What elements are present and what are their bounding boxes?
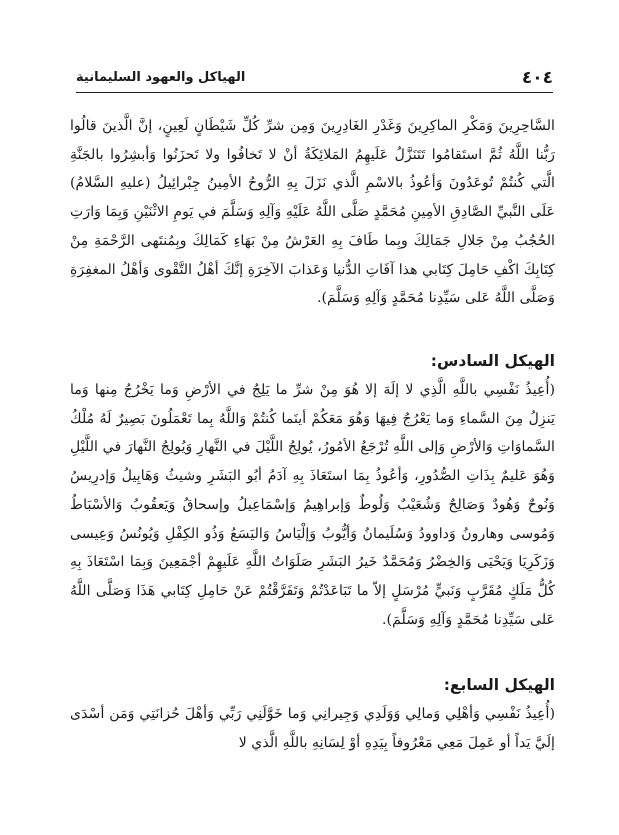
page-number: ٤٠٤ xyxy=(521,68,553,88)
running-title: الهياكل والعهود السليمانية xyxy=(76,70,246,85)
paragraph-continued: السَّاحِرِينَ وَمَكْرِ الماكِرِينَ وَغَدْرِ الغَادِرِينَ وَمِن شرِّ كُلِّ شَيْطَانٍ لَعِينٍ، إنَّ الَّذينَ قالُوا رَبُّنا اللَّهُ ثُمَّ استَقامُوا تَتَنَزَّلُ عَلَيهِمُ المَلائِكَةُ أنْ لا تَخافُوا ولا تَحزَنُوا وَأبشِرُوا بالجَنَّةِ الَّتي كُنتُمْ تُوعَدُونَ وَأعُوذُ بالاسْمِ الَّذي نَزَلَ بِهِ الرُّوحُ الأمِينُ جِبْرائِيلُ (عليهِ السَّلامُ) عَلَى النَّبيِّ الصَّادِقِ الأمِينِ مُحَمَّدٍ صَلَّى اللَّهُ عَلَيْهِ وَآلِهِ وَسَلَّمَ في يَومِ الاثْنَيْنِ وَبِمَا وَارَتِ الحُجُبُ مِنْ جَلالِ جَمَالِكَ وبِما طَافَ بِهِ العَرْشُ مِنْ بَهَاءِ كَمَالِكَ وبِمُنتَهى الرَّحْمَةِ مِنْ كِتَابِكَ اكْفِ حَامِلَ كِتَابي هذا آفَاتِ الدُّنيا وَعَذابَ الآخِرَةِ إنَّكَ أهْلُ التَّقْوى وَأهْلُ المغفِرَةِ وَصَلَّى اللَّهُ عَلى سَيِّدِنا مُحَمَّدٍ وَآلِهِ وَسَلَّمَ). xyxy=(70,118,555,307)
section-heading-sixth: الهيكل السادس: xyxy=(430,352,555,370)
paragraph-seventh-haykal: (أُعِيذُ نَفْسِي وَأهْلِي وَمالِي وَوَلَدِي وَجِيرانِي وَما خَوَّلَنِي رَبِّي وَأهْلَ حُزانَتِي وَمَن أسْدَى إلَيَّ يَداً أو عَمِلَ مَعِي مَعْرُوفاً بِيَدِهِ أوْ لِسَانِهِ باللَّهِ الَّذي لا xyxy=(70,706,555,751)
section-heading-seventh: الهيكل السابع: xyxy=(443,676,555,694)
paragraph-sixth-haykal: (أُعِيذُ نَفْسِي باللَّهِ الَّذِي لا إلَهَ إلا هُوَ مِنْ شرِّ ما يَلِجُ في الأرْضِ وَما يَخْرُجُ مِنها وَما يَنزِلُ مِنَ السَّماءِ وَما يَعْرُجُ فِيهَا وَهُوَ مَعَكُمْ أينَما كُنتُمْ وَاللَّهُ بِما تَعْمَلُونَ بَصِيرٌ لَهُ مُلْكُ السَّماوَاتِ وَالأرْضِ وَإلى اللَّهِ تُرْجَعُ الأمُورُ، يُولِجُ اللَّيْلَ في النَّهارِ وَيُولِجُ النَّهارَ في اللَّيْلِ وَهُوَ عَليمٌ بِذَاتِ الصُّدُورِ، وَأعُوذُ بِمَا استَعَاذَ بِهِ آدَمُ أبُو البَشَرِ وشيثُ وَهَابِيلُ وَإدرِيسُ وَنُوحٌ وَهُودٌ وَصَالِحٌ وَشُعَيْبٌ وَلُوطٌ وَإبراهِيمُ وَإسْمَاعِيلُ وإسحاقُ وَيَعقُوبُ وَالأسْبَاطُ وَمُوسى وهارونُ وَداوودُ وَسُلَيمانُ وَأيُّوبُ وَإلْيَاسُ وَاليَسَعُ وَذُو الكِفْلِ وَيُونُسُ وَعِيسى وَزَكَرِيَا وَيَحْيَى وَالخِضْرُ وَمُحَمَّدٌ خَيرُ البَشَرِ صَلَوَاتُ اللَّهِ عَلَيهِمْ أجْمَعِينَ وَبِمَا اسْتَعَاذَ بِهِ كُلُّ مَلَكٍ مُقَرَّبٍ وَنَبيٍّ مُرْسَلٍ إلاّ ما تَبَاعَدْتُمْ وَتَفَرَّقْتُمْ عَنْ حَامِلِ كِتَابي هَذَا وَصَلَّى اللَّهُ عَلى سَيِّدِنا مُحَمَّدٍ وَآلِهِ وَسَلَّمَ). xyxy=(70,382,555,628)
page-header xyxy=(76,68,553,93)
